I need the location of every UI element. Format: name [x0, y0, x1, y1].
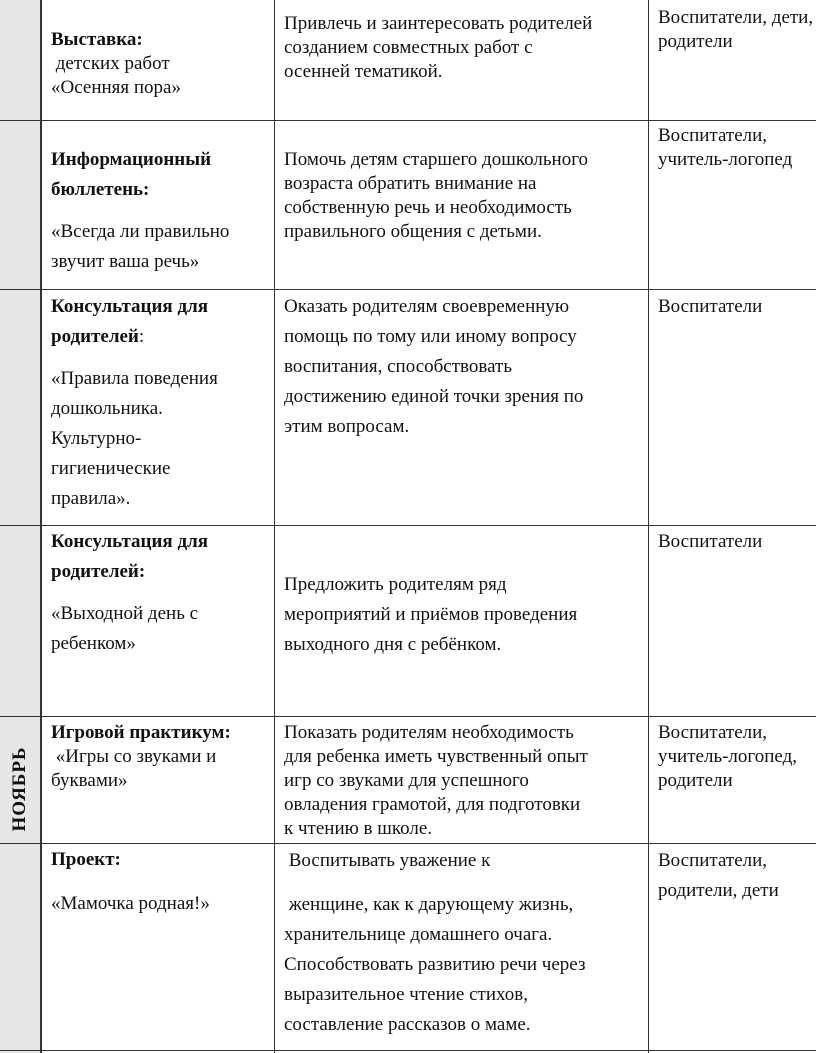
event-title-suffix: :: [138, 326, 145, 347]
goal-cell: [284, 570, 646, 660]
event-subtitle-line: ребенком»: [51, 633, 136, 654]
goal-line: выходного дня с ребёнком.: [284, 634, 502, 655]
goal-line: достижению единой точки зрения по: [284, 386, 584, 407]
event-subtitle-line: Культурно-: [51, 428, 142, 449]
event-subtitle-line: «Осенняя пора»: [51, 77, 181, 98]
responsible-cell: [658, 295, 816, 319]
goal-line: овладения грамотой, для подготовки: [284, 794, 581, 815]
event-title: Игровой практикум:: [51, 722, 231, 743]
row-divider: [0, 289, 816, 290]
goal-line: собственную речь и необходимость: [284, 197, 572, 218]
goal-line: возраста обратить внимание на: [284, 173, 537, 194]
goal-line: мероприятий и приёмов проведения: [284, 604, 578, 625]
event-subtitle-line: «Выходной день с: [51, 603, 199, 624]
goal-cell: [284, 292, 646, 442]
event-subtitle-line: буквами»: [51, 770, 128, 791]
responsible-line: Воспитатели,: [658, 850, 768, 871]
row-divider: [0, 1050, 816, 1051]
responsible-cell: [658, 124, 816, 172]
responsible-cell: [658, 6, 816, 54]
goal-line: Воспитывать уважение к: [284, 850, 491, 871]
goal-line: Оказать родителям своевременную: [284, 296, 570, 317]
event-subtitle-line: «Игры со звуками и: [51, 746, 217, 767]
event-subtitle-line: гигиенические: [51, 458, 171, 479]
goal-line: осенней тематикой.: [284, 61, 443, 82]
goal-line: Предложить родителям ряд: [284, 574, 507, 595]
goal-line: к чтению в школе.: [284, 818, 433, 839]
goal-line: воспитания, способствовать: [284, 356, 513, 377]
goal-line: игр со звуками для успешного: [284, 770, 529, 791]
row-divider: [0, 716, 816, 717]
event-subtitle-line: правила».: [51, 488, 131, 509]
responsible-line: учитель-логопед,: [658, 746, 798, 767]
column-divider: [648, 0, 649, 1053]
event-subtitle-line: дошкольника.: [51, 398, 163, 419]
event-cell: [51, 721, 273, 793]
goal-line: правильного общения с детьми.: [284, 221, 542, 242]
event-subtitle-line: детских работ: [51, 53, 170, 74]
event-subtitle-line: «Всегда ли правильно: [51, 221, 230, 242]
row-divider: [0, 843, 816, 844]
goal-line: составление рассказов о маме.: [284, 1014, 531, 1035]
event-subtitle-line: «Правила поведения: [51, 368, 218, 389]
event-subtitle-line: «Мамочка родная!»: [51, 893, 210, 914]
responsible-line: Воспитатели, дети,: [658, 7, 814, 28]
event-subtitle-line: звучит ваша речь»: [51, 251, 200, 272]
responsible-line: Воспитатели: [658, 531, 763, 552]
goal-line: созданием совместных работ с: [284, 37, 533, 58]
goal-line: выразительное чтение стихов,: [284, 984, 529, 1005]
responsible-line: Воспитатели,: [658, 125, 768, 146]
goal-cell: [284, 721, 646, 841]
responsible-line: учитель-логопед: [658, 149, 793, 170]
responsible-cell: [658, 846, 816, 906]
responsible-line: родители, дети: [658, 880, 779, 901]
month-cell-october: [0, 0, 41, 525]
responsible-line: Воспитатели,: [658, 722, 768, 743]
row-divider: [0, 120, 816, 121]
responsible-cell: [658, 721, 816, 793]
month-label-november: НОЯБРЬ: [9, 746, 30, 832]
goal-line: Способствовать развитию речи через: [284, 954, 586, 975]
event-cell: [51, 28, 273, 100]
event-cell: [51, 145, 273, 277]
event-cell: [51, 848, 273, 916]
event-title-line: Консультация для: [51, 531, 209, 552]
goal-line: Показать родителям необходимость: [284, 722, 574, 743]
goal-line: Привлечь и заинтересовать родителей: [284, 13, 593, 34]
event-cell: [51, 527, 273, 659]
goal-line: женщине, как к дарующему жизнь,: [284, 894, 574, 915]
column-divider: [41, 0, 42, 1053]
responsible-line: родители: [658, 770, 733, 791]
responsible-line: родители: [658, 31, 733, 52]
row-divider: [0, 525, 816, 526]
event-cell: [51, 292, 273, 514]
goal-line: помощь по тому или иному вопросу: [284, 326, 577, 347]
column-divider: [274, 0, 275, 1053]
goal-cell: [284, 12, 646, 84]
goal-cell: [284, 846, 646, 1040]
goal-line: хранительнице домашнего очага.: [284, 924, 553, 945]
goal-line: для ребенка иметь чувственный опыт: [284, 746, 588, 767]
goal-cell: [284, 148, 646, 244]
responsible-line: Воспитатели: [658, 296, 763, 317]
event-title-line: бюллетень:: [51, 179, 150, 200]
event-title: Проект:: [51, 849, 121, 870]
responsible-cell: [658, 530, 816, 554]
goal-line: этим вопросам.: [284, 416, 410, 437]
event-title: Выставка:: [51, 29, 143, 50]
month-cell-november: [0, 525, 41, 1053]
event-title-line: родителей:: [51, 561, 146, 582]
event-title-line: родителей: [51, 326, 139, 347]
event-title-line: Информационный: [51, 149, 212, 170]
event-title-line: Консультация для: [51, 296, 209, 317]
goal-line: Помочь детям старшего дошкольного: [284, 149, 589, 170]
